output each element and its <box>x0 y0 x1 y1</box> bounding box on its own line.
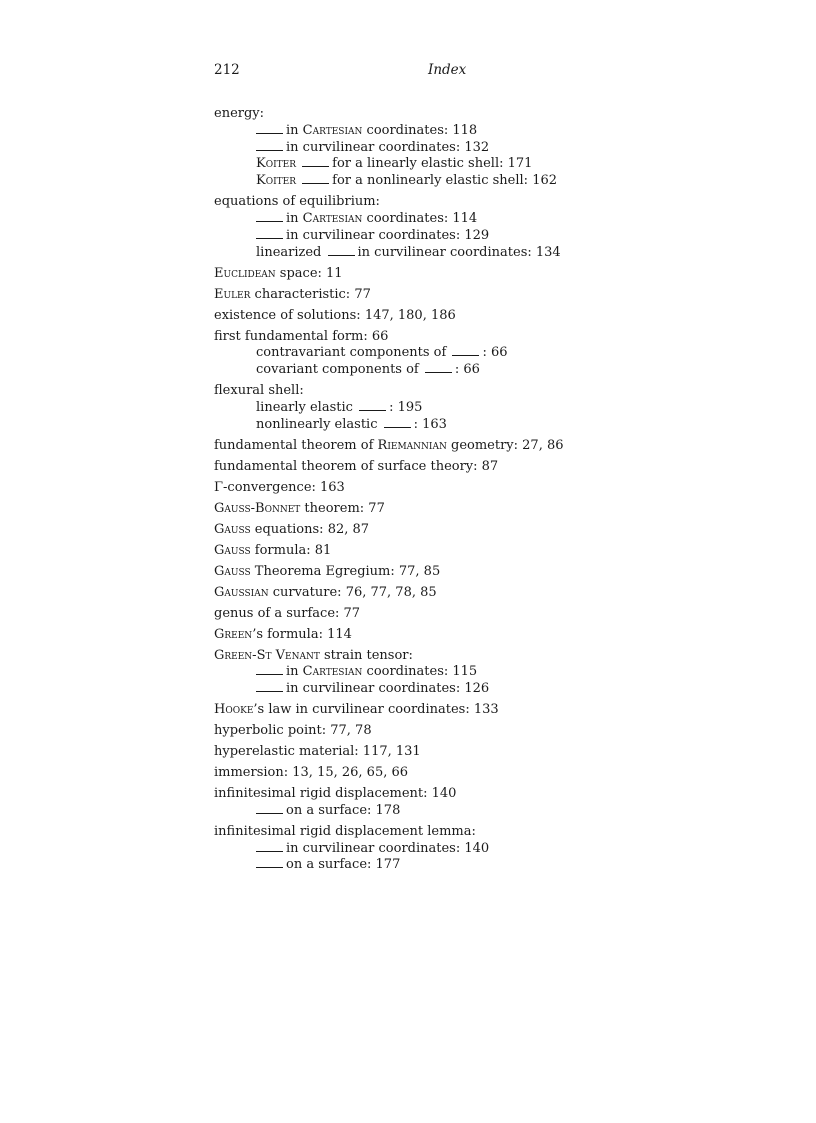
index-entry <box>214 723 614 740</box>
entry-text: in curvilinear coordinates: 134 <box>357 244 561 260</box>
repeat-blank <box>328 245 355 256</box>
proper-name: Riemannian <box>377 437 447 453</box>
index-entry <box>214 480 614 497</box>
index-entry <box>214 765 614 782</box>
entry-text: theorem: 77 <box>300 500 385 516</box>
index-entry <box>214 459 614 476</box>
entry-text: characteristic: 77 <box>250 286 371 302</box>
index-subentry <box>214 664 614 681</box>
index-subentry <box>214 400 614 417</box>
proper-name: Koiter <box>256 173 296 189</box>
page-number: 212 <box>214 62 240 78</box>
repeat-blank <box>256 228 283 239</box>
index-subentry <box>214 228 614 245</box>
index-entry <box>214 501 614 518</box>
entry-text: ’s formula: 114 <box>252 626 352 642</box>
repeat-blank <box>425 362 452 373</box>
entry-text: first fundamental form: 66 <box>214 328 389 344</box>
index-subentry <box>214 362 614 379</box>
index-entry <box>214 786 614 803</box>
index-subentry <box>214 803 614 820</box>
entry-text: : 163 <box>413 416 447 432</box>
index-subentry <box>214 123 614 140</box>
repeat-blank <box>302 156 329 167</box>
proper-name: Koiter <box>256 156 296 172</box>
entry-text: contravariant components of <box>256 345 451 361</box>
index-subentry <box>214 173 614 190</box>
index-entry <box>214 308 614 325</box>
proper-name: Green <box>214 626 253 642</box>
proper-name: Gauss <box>214 542 251 558</box>
index-entry <box>214 606 614 623</box>
index-entry <box>214 329 614 346</box>
entry-text: coordinates: 115 <box>362 664 478 680</box>
entry-text: coordinates: 114 <box>362 210 478 226</box>
index-list <box>214 106 614 874</box>
index-subentry <box>214 857 614 874</box>
entry-text: on a surface: 177 <box>286 857 401 873</box>
index-entry <box>214 648 614 665</box>
repeat-blank <box>256 664 283 675</box>
entry-text: existence of solutions: 147, 180, 186 <box>214 307 456 323</box>
repeat-blank <box>359 400 386 411</box>
running-title: Index <box>428 62 467 78</box>
entry-text: for a linearly elastic shell: 171 <box>332 156 533 172</box>
entry-text: fundamental theorem of surface theory: 87 <box>214 458 499 474</box>
index-entry <box>214 702 614 719</box>
entry-text: coordinates: 118 <box>362 122 478 138</box>
index-entry <box>214 194 614 211</box>
entry-text: hyperelastic material: 117, 131 <box>214 744 421 760</box>
proper-name: Gaussian <box>214 584 269 600</box>
index-subentry <box>214 156 614 173</box>
repeat-blank <box>452 345 479 356</box>
proper-name: Cartesian <box>302 664 363 680</box>
entry-text: in curvilinear coordinates: 129 <box>286 227 490 243</box>
entry-text: linearly elastic <box>256 399 358 415</box>
index-entry <box>214 383 614 400</box>
entry-text: energy: <box>214 106 265 121</box>
entry-text: covariant components of <box>256 362 423 378</box>
proper-name: Gauss <box>214 563 251 579</box>
proper-name: Cartesian <box>302 210 363 226</box>
repeat-blank <box>302 173 329 184</box>
entry-text: immersion: 13, 15, 26, 65, 66 <box>214 765 409 781</box>
proper-name: Green-St Venant <box>214 647 320 663</box>
index-subentry <box>214 841 614 858</box>
index-entry <box>214 543 614 560</box>
entry-text: in <box>286 664 303 680</box>
index-subentry <box>214 417 614 434</box>
entry-text: space: 11 <box>275 265 343 281</box>
entry-text: : 66 <box>482 345 508 361</box>
entry-text: geometry: 27, 86 <box>446 437 564 453</box>
entry-text: nonlinearly elastic <box>256 416 382 432</box>
running-header <box>214 62 544 80</box>
repeat-blank <box>256 681 283 692</box>
entry-text: formula: 81 <box>250 542 332 558</box>
proper-name: Euclidean <box>214 265 276 281</box>
entry-text: : 66 <box>454 362 480 378</box>
entry-text: in curvilinear coordinates: 132 <box>286 139 490 155</box>
index-entry <box>214 522 614 539</box>
entry-text: for a nonlinearly elastic shell: 162 <box>332 173 558 189</box>
entry-text: in <box>286 122 303 138</box>
entry-text: in curvilinear coordinates: 140 <box>286 840 490 856</box>
entry-text: infinitesimal rigid displacement lemma: <box>214 823 476 839</box>
entry-text: curvature: 76, 77, 78, 85 <box>268 584 437 600</box>
index-entry <box>214 564 614 581</box>
entry-text: equations of equilibrium: <box>214 194 380 210</box>
index-entry <box>214 266 614 283</box>
entry-text: ’s law in curvilinear coordinates: 133 <box>253 702 499 718</box>
entry-text: linearized <box>256 244 326 260</box>
repeat-blank <box>256 123 283 134</box>
index-entry <box>214 585 614 602</box>
entry-text: infinitesimal rigid displacement: 140 <box>214 786 457 802</box>
proper-name: Gauss <box>214 521 251 537</box>
entry-text <box>296 173 300 188</box>
entry-text: Γ-convergence: 163 <box>214 479 345 495</box>
entry-text: strain tensor: <box>319 647 413 663</box>
repeat-blank <box>256 841 283 852</box>
index-entry <box>214 744 614 761</box>
entry-text: in curvilinear coordinates: 126 <box>286 681 490 697</box>
proper-name: Cartesian <box>302 122 363 138</box>
repeat-blank <box>384 417 411 428</box>
entry-text: fundamental theorem of <box>214 437 378 453</box>
entry-text: genus of a surface: 77 <box>214 605 361 621</box>
index-entry <box>214 106 614 123</box>
entry-text: equations: 82, 87 <box>250 521 370 537</box>
repeat-blank <box>256 140 283 151</box>
entry-text: : 195 <box>389 399 423 415</box>
index-entry <box>214 824 614 841</box>
repeat-blank <box>256 211 283 222</box>
entry-text: Theorema Egregium: 77, 85 <box>250 563 441 579</box>
proper-name: Gauss-Bonnet <box>214 500 301 516</box>
index-subentry <box>214 211 614 228</box>
index-entry <box>214 287 614 304</box>
index-entry <box>214 438 614 455</box>
entry-text: flexural shell: <box>214 383 304 399</box>
entry-text <box>296 156 300 171</box>
index-subentry <box>214 245 614 262</box>
entry-text: on a surface: 178 <box>286 802 401 818</box>
index-subentry <box>214 140 614 157</box>
repeat-blank <box>256 857 283 868</box>
index-subentry <box>214 345 614 362</box>
proper-name: Hooke <box>214 702 254 718</box>
index-subentry <box>214 681 614 698</box>
index-entry <box>214 627 614 644</box>
entry-text: hyperbolic point: 77, 78 <box>214 723 372 739</box>
repeat-blank <box>256 803 283 814</box>
entry-text: in <box>286 210 303 226</box>
proper-name: Euler <box>214 286 251 302</box>
